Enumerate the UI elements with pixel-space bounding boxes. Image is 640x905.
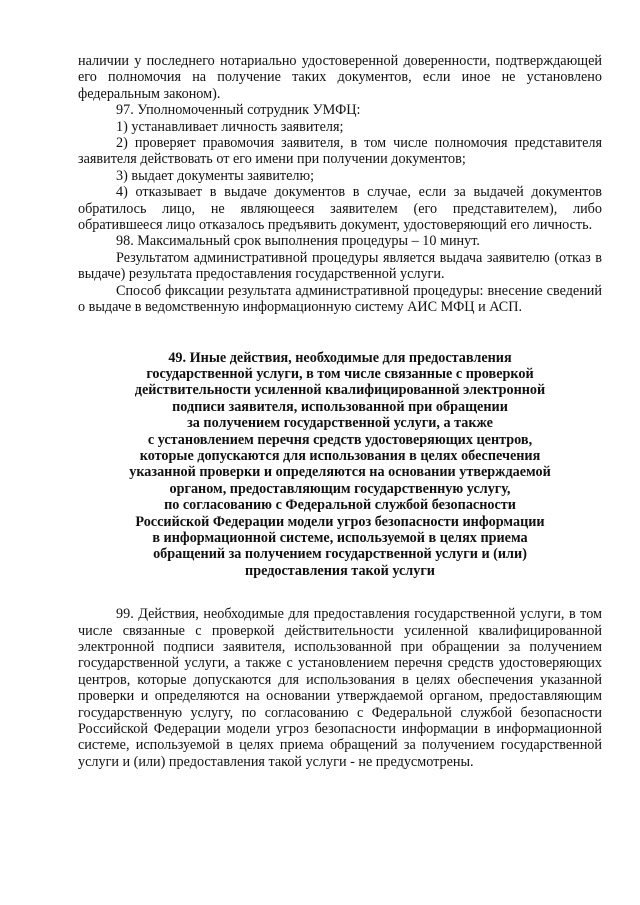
paragraph: 1) устанавливает личность заявителя;	[116, 118, 344, 135]
paragraph: Результатом административной процедуры является выдача заявителю (отказ в выдаче) результата предоставления государственной услуги.	[78, 249, 602, 283]
heading-line: указанной проверки и определяются на основании утверждаемой	[129, 464, 551, 481]
paragraph: 4) отказывает в выдаче документов в случае, если за выдачей документов обратилось лицо, не являющееся заявителем (его представителем), либо обратившееся лицо отказалось предъявить документ, удостоверяющий его личность.	[78, 184, 602, 234]
paragraph: 3) выдает документы заявителю;	[116, 167, 315, 184]
paragraph: 98. Максимальный срок выполнения процедуры – 10 минут.	[116, 233, 480, 250]
paragraph: наличии у последнего нотариально удостоверенной доверенности, подтверждающей его полномочия на получение таких документов, если иное не установлено федеральным законом).	[78, 53, 602, 102]
heading-line: Российской Федерации модели угроз безопасности информации	[135, 513, 545, 530]
heading-line: с установлением перечня средств удостоверяющих центров,	[147, 431, 533, 448]
heading-line: обращений за получением государственной услуги и (или)	[153, 546, 527, 563]
paragraphs-top	[78, 53, 602, 316]
heading-line: которые допускаются для использования в целях обеспечения	[139, 447, 541, 464]
paragraph: Способ фиксации результата административной процедуры: внесение сведений о выдаче в ведомственную информационную систему АИС МФЦ и АСП.	[78, 282, 602, 316]
heading-line: 49. Иные действия, необходимые для предоставления	[168, 349, 512, 366]
section-heading	[78, 350, 602, 580]
paragraph: 2) проверяет правомочия заявителя, в том числе полномочия представителя заявителя действовать от его имени при получении документов;	[78, 135, 602, 168]
heading-line: предоставления такой услуги	[245, 562, 435, 579]
heading-line: государственной услуги, в том числе связанные с проверкой	[146, 365, 534, 382]
paragraph: 97. Уполномоченный сотрудник УМФЦ:	[116, 102, 361, 119]
heading-line: подписи заявителя, использованной при обращении	[172, 398, 508, 415]
heading-line: за получением государственной услуги, а также	[187, 415, 493, 432]
document-body	[78, 53, 602, 770]
heading-line: органом, предоставляющим государственную услугу,	[169, 480, 511, 497]
heading-line: в информационной системе, используемой в целях приема	[152, 529, 528, 546]
heading-line: по согласованию с Федеральной службой безопасности	[164, 497, 516, 514]
paragraph: 99. Действия, необходимые для предоставления государственной услуги, в том числе связанные с проверкой действительности усиленной квалифицированной электронной подписи заявителя, использованной при обращении за получением государственной услуги, а также с установлением перечня средств удостоверяющих центров, которые допускаются для использования в целях обеспечения указанной проверки и определяются на основании утверждаемой органом, предоставляющим государственную услугу, по согласованию с Федеральной службой безопасности Российской Федерации модели угроз безопасности информации в информационной системе, используемой в целях приема обращений за получением государственной услуги и (или) предоставления такой услуги - не предусмотрены.	[78, 606, 602, 770]
paragraphs-bottom	[78, 606, 602, 770]
heading-line: действительности усиленной квалифицированной электронной	[134, 382, 546, 399]
